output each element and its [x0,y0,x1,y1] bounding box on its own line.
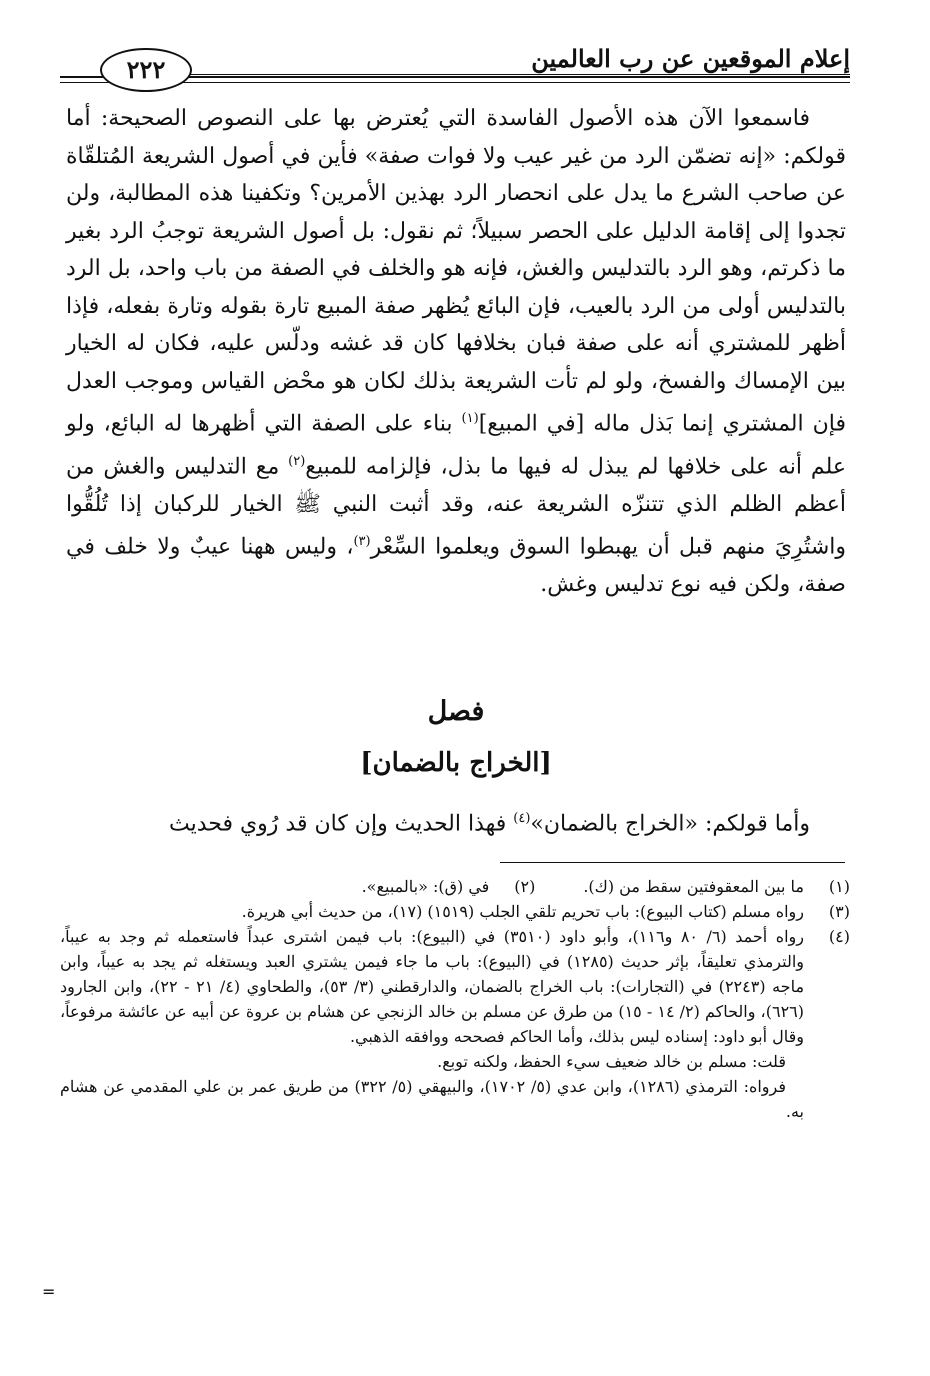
paragraph [66,100,846,603]
footnote-text: ما بين المعقوفتين سقط من (ك). [583,877,804,896]
header-rule-top [190,74,850,75]
section-heading: فصل [427,696,485,727]
footnote-note: قلت: مسلم بن خالد ضعيف سيء الحفظ، ولكنه توبع. [437,1052,786,1071]
footnote-number: (٣) [828,902,850,921]
section-subheading: [الخراج بالضمان] [360,748,552,778]
page-number: ٢٢٢ [100,48,192,92]
paragraph-text: مع التدليس والغش من أعظم الظلم الذي تتنزّه الشريعة عنه، وقد أثبت النبي ﷺ الخيار للركبان إذا تُلُقُّوا واشتُرِيَ منهم قبل أن يهبطوا السوق ويعلموا السِّعْر [66,454,846,560]
footnote-number: (٢) [514,877,536,896]
footnote-ref: (١) [461,411,479,426]
footnote-text: في (ق): «بالمبيع». [361,877,490,896]
footnote-row [60,924,850,1049]
footnote-number: (٤) [828,927,850,946]
footnote-ref: (٤) [513,811,531,826]
footnotes [60,874,850,1124]
margin-mark: = [42,1282,56,1301]
page-header [60,30,850,90]
main-text [66,100,846,603]
footnote-number: (١) [828,877,850,896]
paragraph-text: بناء على الصفة التي أظهرها له البائع، ولو علم أنه على خلافها لم يبذل له فيها ما بذل، فإلزامه للمبيع [66,411,846,480]
footnote-text: رواه أحمد (٦/ ٨٠ و١١٦)، وأبو داود (٣٥١٠) في (البيوع): باب فيمن اشترى عبداً فاستعمله ثم وجد به عيباً، والترمذي تعليقاً، بإثر حديث (١٢٨٥) في (البيوع): باب ما جاء فيمن يشتري العبد ويستغله ثم يجد به عيباً، وابن ماجه (٢٢٤٣) في (التجارات): باب الخراج بالضمان، والدارقطني (٣/ ٥٣)، والطحاوي (٤/ ٢١ - ٢٢)، وابن الجارود (٦٢٦)، والحاكم (٢/ ١٤ - ١٥) من طرق عن مسلم بن خالد الزنجي عن هشام بن عروة عن أبيه عن عائشة مرفوعاً، وقال أبو داود: إسناده ليس بذلك، وأما الحاكم فصححه ووافقه الذهبي. [60,927,805,1046]
paragraph-text: وأما قولكم: «الخراج بالضمان» [530,811,810,837]
footnote-continuation: فرواه: الترمذي (١٢٨٦)، وابن عدي (٥/ ١٧٠٢)، والبيهقي (٥/ ٣٢٢) من طريق عمر بن علي المقدمي عن هشام به. [60,1077,804,1121]
footnote-row [60,899,850,924]
footnote-text: رواه مسلم (كتاب البيوع): باب تحريم تلقي الجلب (١٥١٩) (١٧)، من حديث أبي هريرة. [241,902,804,921]
paragraph-text: فهذا الحديث وإن كان قد رُوي فحديث [168,811,514,837]
paragraph [66,800,846,842]
paragraph-text: فاسمعوا الآن هذه الأصول الفاسدة التي يُعترض بها على النصوص الصحيحة: أما قولكم: «إنه تضمّن الرد من غير عيب ولا فوات صفة» فأين في أصول الشريعة المُتلقّاة عن صاحب الشرع ما يدل على انحصار الرد بهذين الأمرين؟ وتكفينا هذه المطالبة، ولن تجدوا إلى إقامة الدليل على الحصر سبيلاً؛ ثم نقول: بل أصول الشريعة توجبُ الرد بغير ما ذكرتم، وهو الرد بالتدليس والغش، فإنه هو والخلف في الصفة من باب واحد، بل الرد بالتدليس أولى من الرد بالعيب، فإن البائع يُظهر صفة المبيع تارة بقوله وتارة بفعله، فإذا أظهر للمشتري أنه على صفة فبان بخلافها كان قد غشه ودلّس عليه، فكان له الخيار بين الإمساك والفسخ، ولو لم تأت الشريعة بذلك لكان هو محْض القياس وموجب العدل فإن المشتري إنما بَذل ماله [في المبيع] [66,106,846,437]
paragraph-text: ، وليس ههنا عيبٌ ولا خلف في صفة، ولكن فيه نوع تدليس وغش. [66,534,846,597]
footnote-ref: (٢) [288,453,306,469]
footnote-row [60,874,850,899]
book-title: إعلام الموقعين عن رب العالمين [531,44,850,73]
footnote-separator [500,862,845,863]
intro-text [66,800,846,842]
footnote-ref: (٣) [353,534,371,550]
